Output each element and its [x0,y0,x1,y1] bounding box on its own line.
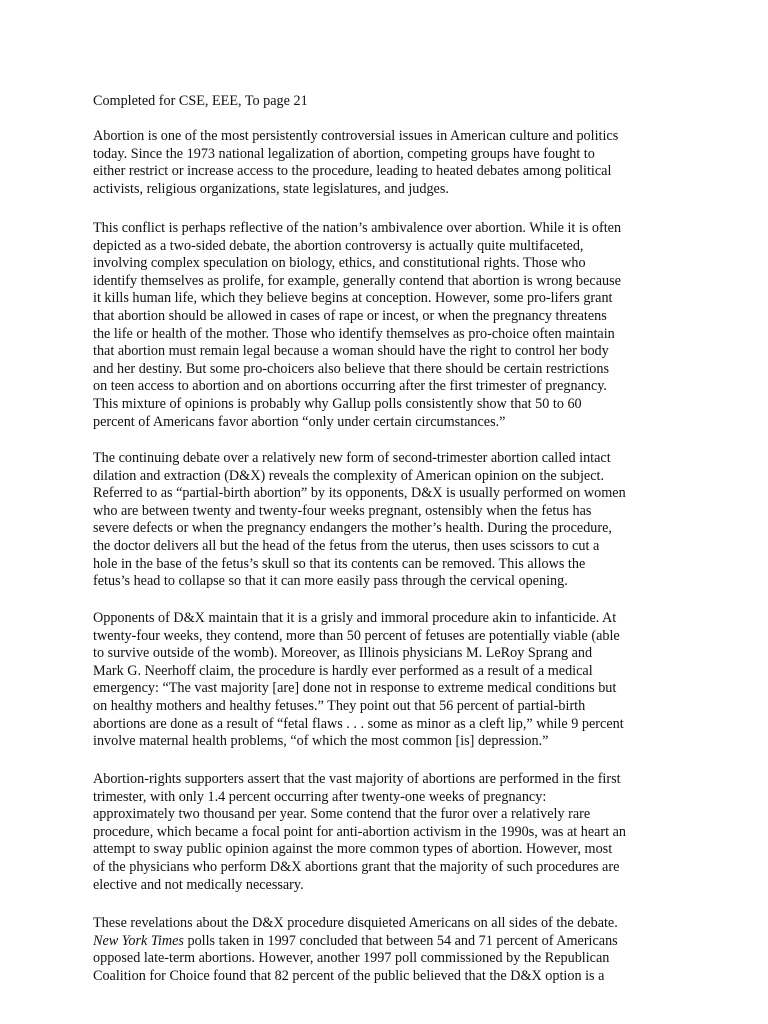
text-line: and her destiny. But some pro-choicers also believe that there should be certain restrictions [93,360,609,377]
text-line: The continuing debate over a relatively new form of second-trimester abortion called intact [93,450,611,466]
text-line: today. Since the 1973 national legalization of abortion, competing groups have fought to [93,145,595,162]
text-line: Abortion is one of the most persistently controversial issues in American culture and politics [93,128,619,144]
text-line: procedure, which became a focal point for anti-abortion activism in the 1990s, was at heart an [93,823,627,840]
text-line: This conflict is perhaps reflective of the nation’s ambivalence over abortion. While it is often [93,220,622,236]
text-line: Abortion-rights supporters assert that the vast majority of abortions are performed in the first [93,771,621,787]
paragraph [93,450,693,591]
text-line: trimester, with only 1.4 percent occurring after twenty-one weeks of pregnancy: [93,788,547,805]
document-heading: Completed for CSE, EEE, To page 21 [93,93,308,109]
text-line: depicted as a two-sided debate, the abortion controversy is actually quite multifaceted, [93,237,584,254]
text-line: Coalition for Choice found that 82 percent of the public believed that the D&X option is a [93,967,605,984]
text-line: New York Times polls taken in 1997 concluded that between 54 and 71 percent of Americans [93,932,618,949]
text-line: it kills human life, which they believe begins at conception. However, some pro-lifers grant [93,290,613,307]
text-line: on healthy mothers and healthy fetuses.” They point out that 56 percent of partial-birth [93,697,586,714]
text-line: attempt to sway public opinion against the more common types of abortion. However, most [93,841,613,858]
paragraph [93,610,693,751]
text-line: Opponents of D&X maintain that it is a grisly and immoral procedure akin to infanticide. At [93,610,617,626]
text-line: that abortion should be allowed in cases of rape or incest, or when the pregnancy threatens [93,307,607,324]
text-line: on teen access to abortion and on abortions occurring after the first trimester of pregnancy. [93,378,607,395]
text-line: who are between twenty and twenty-four weeks pregnant, ostensibly when the fetus has [93,502,592,519]
publication-title: New York Times [93,932,184,949]
paragraph [93,915,693,1007]
text-line: fetus’s head to collapse so that it can more easily pass through the cervical opening. [93,573,568,590]
text-line: the doctor delivers all but the head of the fetus from the uterus, then uses scissors to cut a [93,537,600,554]
text-line: percent of Americans favor abortion “only under certain circumstances.” [93,413,506,430]
text-line: severe defects or when the pregnancy endangers the mother’s health. During the procedure, [93,520,612,537]
text-line: either restrict or increase access to the procedure, leading to heated debates among political [93,163,612,180]
text-line: This mixture of opinions is probably why Gallup polls consistently show that 50 to 60 [93,395,582,412]
text-line: These revelations about the D&X procedure disquieted Americans on all sides of the debate. [93,915,618,931]
text-line: to survive outside of the womb). Moreover, as Illinois physicians M. LeRoy Sprang and [93,645,593,662]
text-line: approximately two thousand per year. Some contend that the furor over a relatively rare [93,806,591,823]
text-line: abortions are done as a result of “fetal flaws . . . some as minor as a cleft lip,” while 9 percent [93,715,624,732]
text-line: emergency: “The vast majority [are] done not in response to extreme medical conditions but [93,680,617,697]
text-line: Mark G. Neerhoff claim, the procedure is hardly ever performed as a result of a medical [93,662,593,679]
text-line: identify themselves as prolife, for example, generally contend that abortion is wrong because [93,272,621,289]
text-line: involving complex speculation on biology, ethics, and constitutional rights. Those who [93,255,586,272]
paragraph [93,771,693,894]
text-line: the life or health of the mother. Those who identify themselves as pro-choice often maintain [93,325,615,342]
text-line: hole in the base of the fetus’s skull so that its contents can be removed. This allows the [93,555,586,572]
text-line: dilation and extraction (D&X) reveals the complexity of American opinion on the subject. [93,467,604,484]
text-line: activists, religious organizations, state legislatures, and judges. [93,180,449,197]
text-line: that abortion must remain legal because a woman should have the right to control her body [93,343,609,360]
text-line: opposed late-term abortions. However, another 1997 poll commissioned by the Republican [93,950,610,967]
text-line: of the physicians who perform D&X abortions grant that the majority of such procedures are [93,858,620,875]
text-line: Referred to as “partial-birth abortion” by its opponents, D&X is usually performed on women [93,485,626,502]
text-line: involve maternal health problems, “of which the most common [is] depression.” [93,733,549,750]
text-line: elective and not medically necessary. [93,876,304,893]
text-line: twenty-four weeks, they contend, more than 50 percent of fetuses are potentially viable (able [93,627,620,644]
paragraph [93,128,693,198]
paragraph [93,220,693,431]
